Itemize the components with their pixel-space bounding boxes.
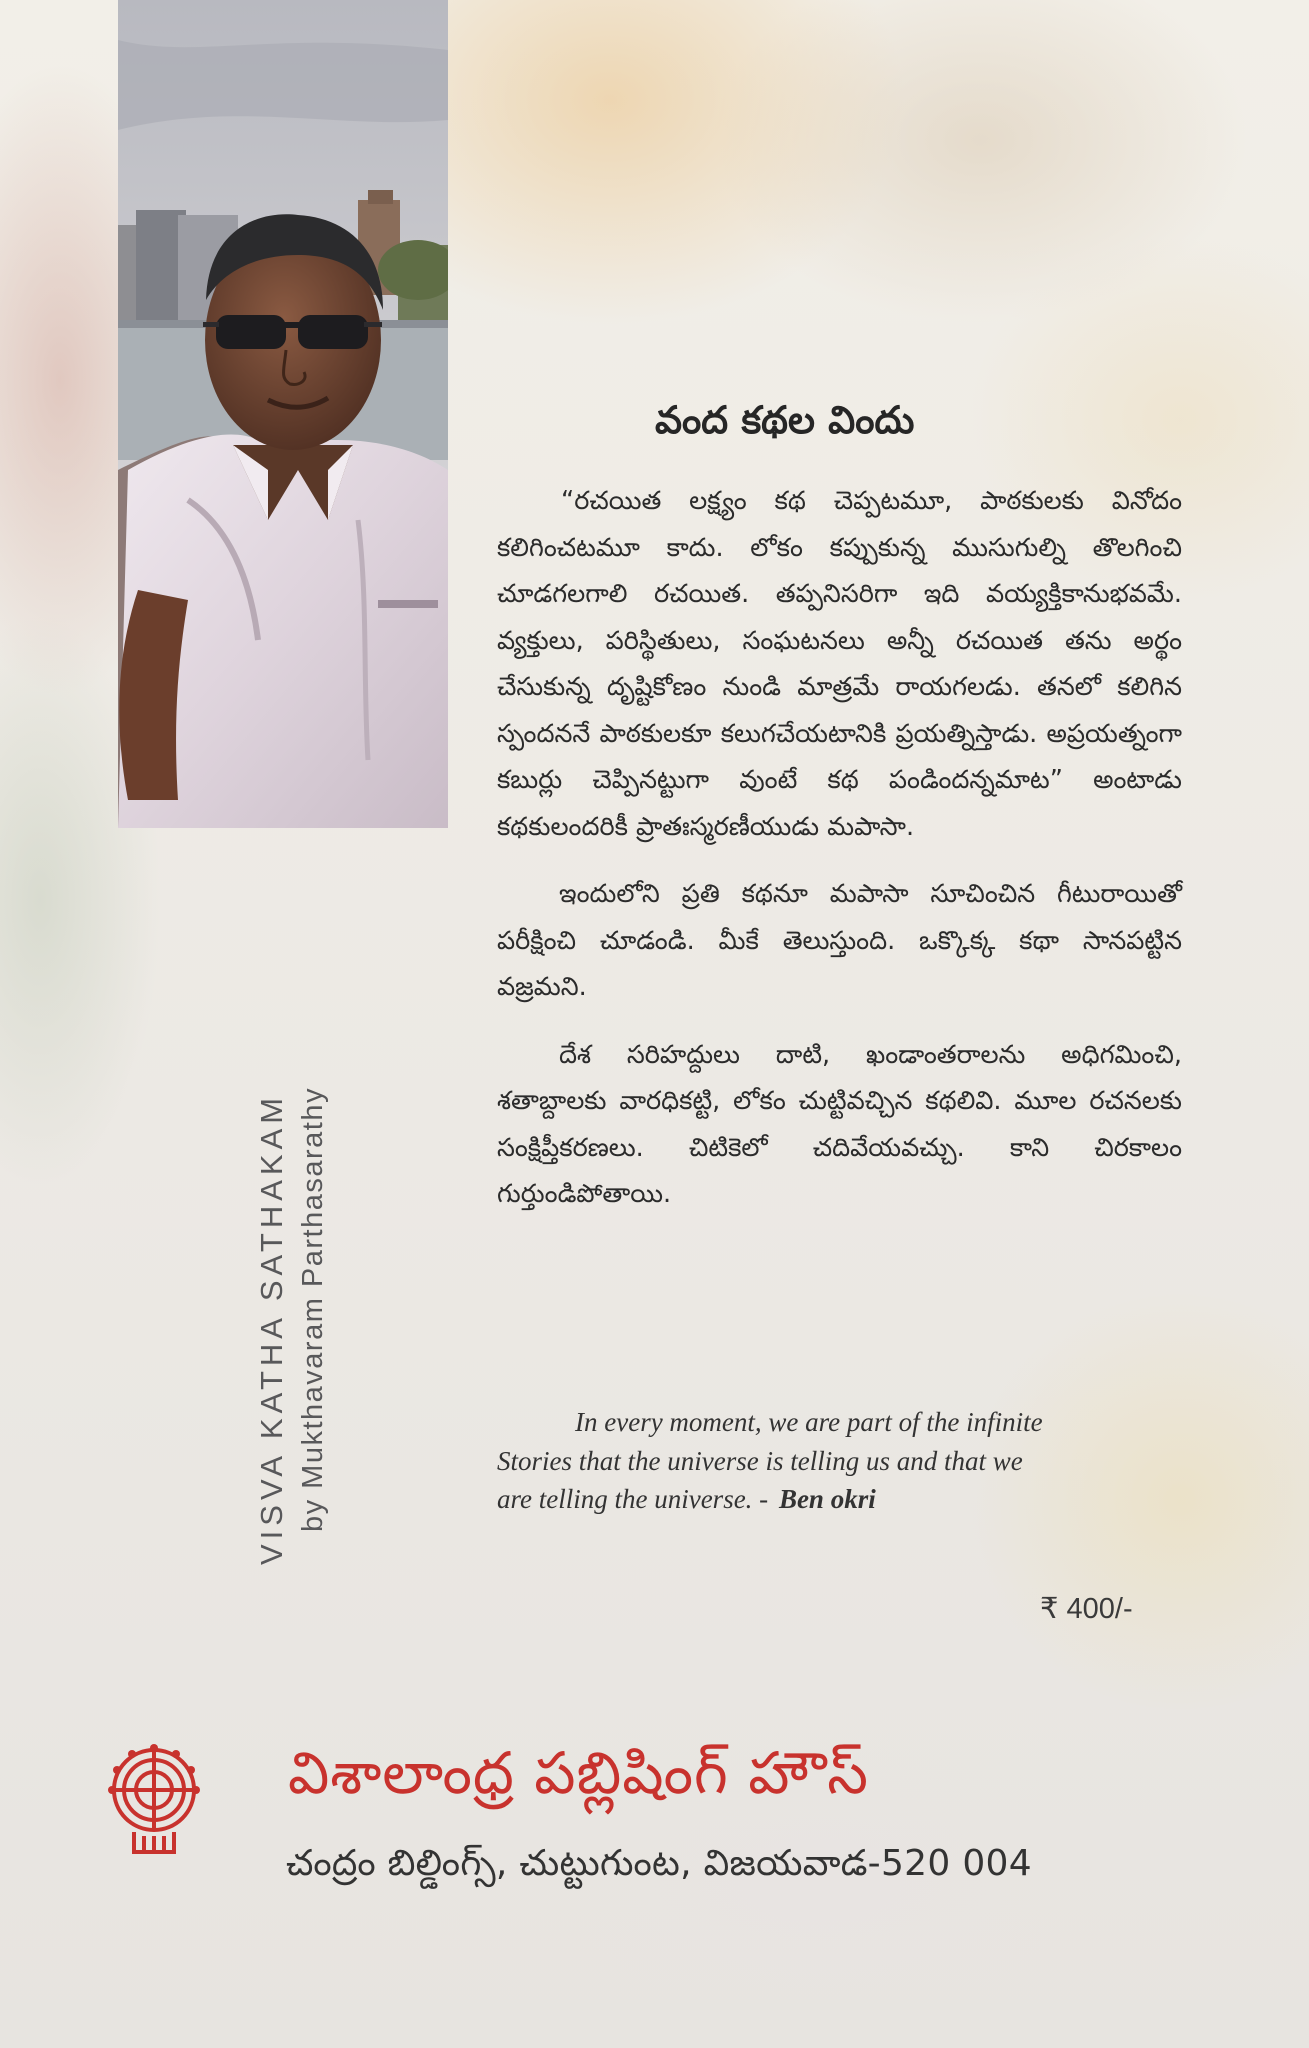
blurb-heading: వంద కథల విందు bbox=[655, 398, 915, 442]
author-portrait-icon bbox=[118, 0, 448, 828]
quote-author: Ben okri bbox=[778, 1484, 876, 1514]
publisher-logo bbox=[104, 1740, 204, 1862]
blurb-paragraph: ఇందులోని ప్రతి కథనూ మపాసా సూచించిన గీటురాయితో పరీక్షించి చూడండి. మీకే తెలుస్తుంది. ఒక్కొక్క కథా సానపట్టిన వజ్రమని. bbox=[497, 879, 1182, 1002]
publisher-name: విశాలాంధ్ర పబ్లిషింగ్ హౌస్ bbox=[288, 1739, 869, 1807]
epigraph-quote bbox=[497, 1403, 1182, 1519]
author-photo bbox=[118, 0, 448, 828]
quote-line: are telling the universe. - bbox=[497, 1484, 769, 1514]
quote-line: Stories that the universe is telling us and that we bbox=[497, 1445, 1023, 1476]
quote-line-last bbox=[497, 1480, 1182, 1519]
quote-line: In every moment, we are part of the infinite bbox=[575, 1407, 1043, 1437]
publisher-address: చంద్రం బిల్డింగ్స్, చుట్టుగుంట, విజయవాడ-520 004 bbox=[286, 1843, 1032, 1884]
spine-title: VISVA KATHA SATHAKAM bbox=[254, 1092, 289, 1565]
blurb-body bbox=[497, 478, 1182, 1218]
publisher-emblem-icon bbox=[104, 1740, 204, 1862]
blurb-paragraph: “రచయిత లక్ష్యం కథ చెప్పటమూ, పాఠకులకు వినోదం కలిగించటమూ కాదు. లోకం కప్పుకున్న ముసుగుల్ని తొలగించి చూడగలగాలి రచయిత. తప్పనిసరిగా ఇది వయ్యక్తికానుభవమే. వ్యక్తులు, పరిస్థితులు, సంఘటనలు అన్నీ రచయిత తను అర్థం చేసుకున్న దృష్టికోణం నుండి మాత్రమే రాయగలడు. తనలో కలిగిన స్పందననే పాఠకులకూ కలుగచేయటానికి ప్రయత్నిస్తాడు. అప్రయత్నంగా కబుర్లు చెప్పినట్టుగా వుంటే కథ పండిందన్నమాట” అంటాడు కథకులందరికీ ప్రాతఃస్మరణీయుడు మపాసా. bbox=[497, 486, 1182, 842]
blurb-paragraph: దేశ సరిహద్దులు దాటి, ఖండాంతరాలను అధిగమించి, శతాబ్దాలకు వారధికట్టి, లోకం చుట్టివచ్చిన కథలివి. మూల రచనలకు సంక్షిప్తీకరణలు. చిటికెలో చదివేయవచ్చు. కాని చిరకాలం గుర్తుండిపోతాయి. bbox=[497, 1039, 1182, 1209]
spine-author: by Mukthavaram Parthasarathy bbox=[297, 1087, 329, 1532]
price-label: ₹ 400/- bbox=[1040, 1593, 1133, 1625]
